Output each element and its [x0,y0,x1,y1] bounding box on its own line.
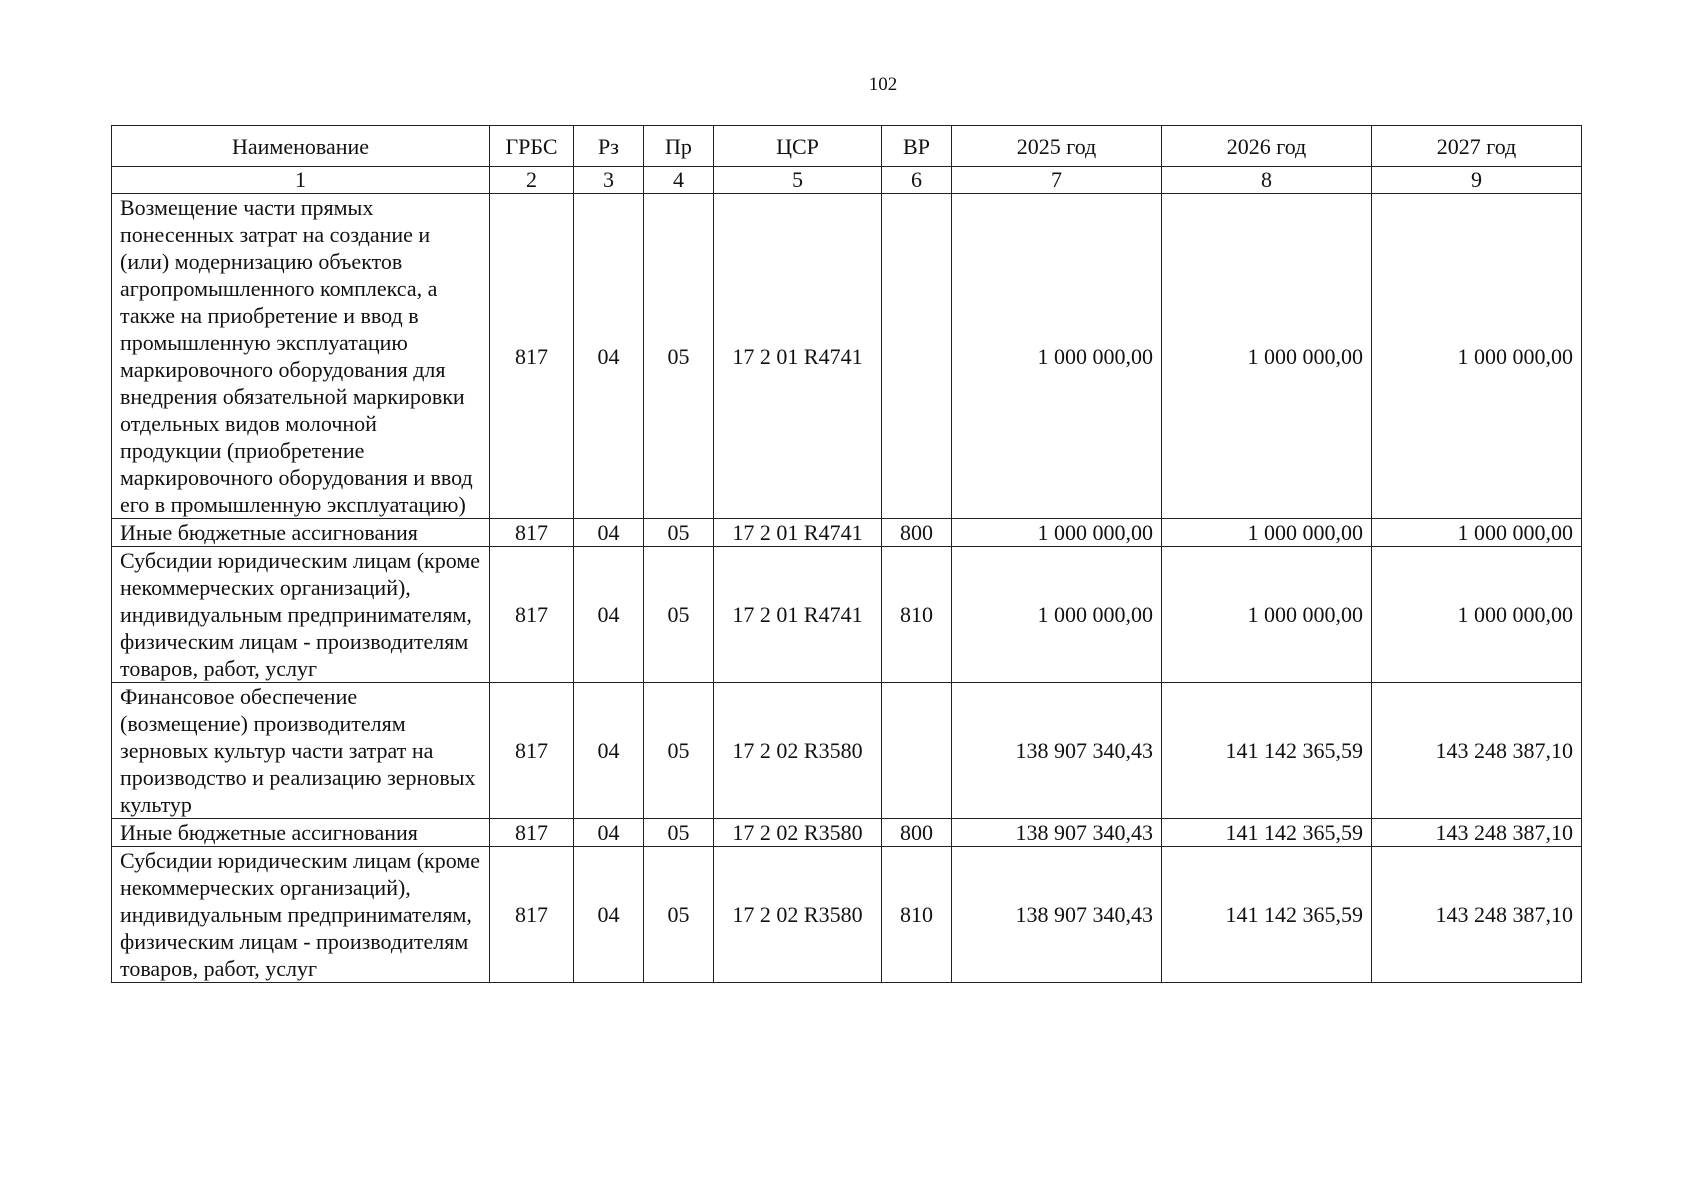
row-csr: 17 2 01 R4741 [714,547,882,683]
row-2026: 141 142 365,59 [1162,819,1372,847]
row-grbs: 817 [490,819,574,847]
row-2026: 141 142 365,59 [1162,847,1372,983]
row-vr: 810 [882,547,952,683]
row-csr: 17 2 02 R3580 [714,819,882,847]
row-name: Иные бюджетные ассигнования [112,519,490,547]
row-csr: 17 2 01 R4741 [714,194,882,519]
budget-table [111,125,1582,983]
row-2027: 1 000 000,00 [1372,519,1582,547]
row-2027: 1 000 000,00 [1372,194,1582,519]
header-pr: Пр [644,126,714,167]
row-vr: 800 [882,819,952,847]
row-vr: 800 [882,519,952,547]
row-grbs: 817 [490,194,574,519]
header-2026: 2026 год [1162,126,1372,167]
row-grbs: 817 [490,519,574,547]
row-csr: 17 2 02 R3580 [714,847,882,983]
table-row [112,519,1582,547]
table-row [112,547,1582,683]
row-name: Возмещение части прямых понесенных затрат на создание и (или) модернизацию объектов агропромышленного комплекса, а также на приобретение и ввод в промышленную эксплуатацию маркировочного оборудования для внедрения обязательной маркировки отдельных видов молочной продукции (приобретение маркировочного оборудования и ввод его в промышленную эксплуатацию) [112,194,490,519]
row-vr: 810 [882,847,952,983]
row-rz: 04 [574,194,644,519]
column-number: 5 [714,167,882,194]
header-2027: 2027 год [1372,126,1582,167]
row-2027: 1 000 000,00 [1372,547,1582,683]
row-2027: 143 248 387,10 [1372,819,1582,847]
row-rz: 04 [574,847,644,983]
row-2025: 138 907 340,43 [952,819,1162,847]
row-vr [882,194,952,519]
row-2027: 143 248 387,10 [1372,683,1582,819]
column-numbers-row [112,167,1582,194]
header-rz: Рз [574,126,644,167]
row-2026: 1 000 000,00 [1162,194,1372,519]
header-row [112,126,1582,167]
column-number: 2 [490,167,574,194]
row-2025: 138 907 340,43 [952,847,1162,983]
row-rz: 04 [574,819,644,847]
table-row [112,194,1582,519]
column-number: 7 [952,167,1162,194]
header-name: Наименование [112,126,490,167]
row-grbs: 817 [490,683,574,819]
row-2025: 1 000 000,00 [952,519,1162,547]
row-pr: 05 [644,547,714,683]
row-pr: 05 [644,519,714,547]
row-rz: 04 [574,519,644,547]
row-pr: 05 [644,194,714,519]
row-pr: 05 [644,819,714,847]
row-2026: 141 142 365,59 [1162,683,1372,819]
row-csr: 17 2 01 R4741 [714,519,882,547]
column-number: 4 [644,167,714,194]
header-2025: 2025 год [952,126,1162,167]
row-2025: 1 000 000,00 [952,547,1162,683]
column-number: 6 [882,167,952,194]
row-name: Иные бюджетные ассигнования [112,819,490,847]
row-2025: 1 000 000,00 [952,194,1162,519]
header-csr: ЦСР [714,126,882,167]
column-number: 8 [1162,167,1372,194]
header-grbs: ГРБС [490,126,574,167]
row-2027: 143 248 387,10 [1372,847,1582,983]
row-2026: 1 000 000,00 [1162,547,1372,683]
row-grbs: 817 [490,547,574,683]
column-number: 9 [1372,167,1582,194]
row-2026: 1 000 000,00 [1162,519,1372,547]
row-pr: 05 [644,683,714,819]
row-name: Субсидии юридическим лицам (кроме некоммерческих организаций), индивидуальным предпринимателям, физическим лицам - производителям товаров, работ, услуг [112,847,490,983]
table-row [112,819,1582,847]
table-row [112,683,1582,819]
table-row [112,847,1582,983]
row-2025: 138 907 340,43 [952,683,1162,819]
row-vr [882,683,952,819]
row-name: Субсидии юридическим лицам (кроме некоммерческих организаций), индивидуальным предпринимателям, физическим лицам - производителям товаров, работ, услуг [112,547,490,683]
row-rz: 04 [574,683,644,819]
row-pr: 05 [644,847,714,983]
page-number: 102 [868,74,898,95]
column-number: 1 [112,167,490,194]
row-csr: 17 2 02 R3580 [714,683,882,819]
column-number: 3 [574,167,644,194]
row-name: Финансовое обеспечение (возмещение) производителям зерновых культур части затрат на производство и реализацию зерновых культур [112,683,490,819]
row-rz: 04 [574,547,644,683]
header-vr: ВР [882,126,952,167]
row-grbs: 817 [490,847,574,983]
